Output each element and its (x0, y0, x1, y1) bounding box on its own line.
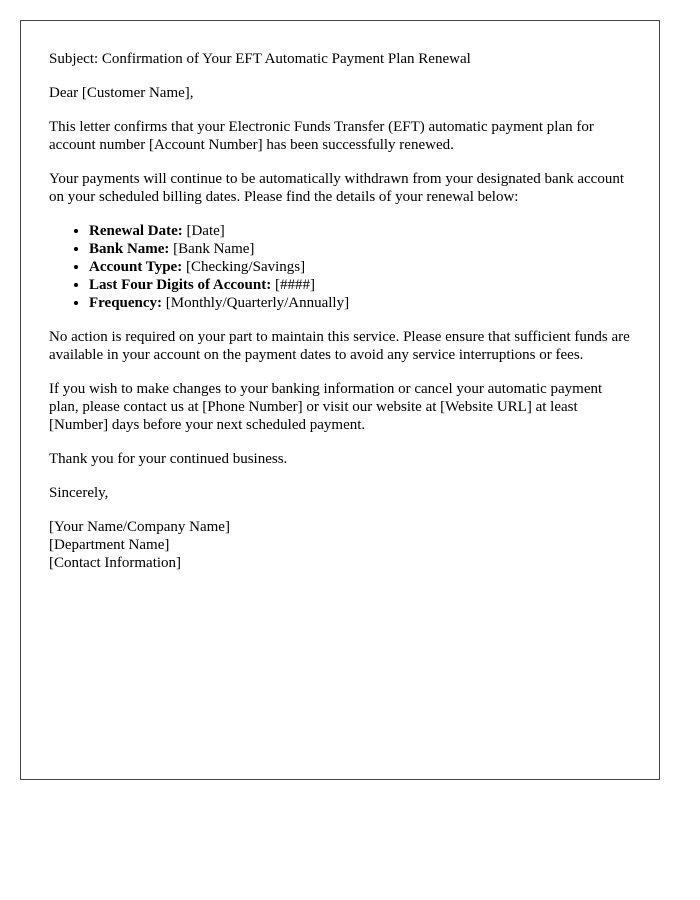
detail-label: Frequency: (89, 295, 163, 311)
letter-paragraph-changes: If you wish to make changes to your banking information or cancel your automatic payment plan, please contact us at [Phone Number] or visit our website at [Website URL] at least [Number] days before your next scheduled payment. (49, 381, 603, 433)
detail-value: [Bank Name] (169, 241, 255, 257)
detail-label: Account Type: (89, 259, 183, 275)
letter-paragraph-no-action: No action is required on your part to maintain this service. Please ensure that sufficient funds are available in your account on the payment dates to avoid any service interruptions or fees. (49, 329, 630, 363)
letter-sign-off: Sincerely, (49, 485, 109, 501)
signature-department: [Department Name] (49, 537, 170, 553)
detail-label: Last Four Digits of Account: (89, 277, 272, 293)
detail-value: [####] (271, 277, 315, 293)
detail-value: [Date] (182, 223, 225, 239)
detail-frequency (89, 294, 631, 312)
detail-label: Bank Name: (89, 241, 170, 257)
signature-contact: [Contact Information] (49, 555, 182, 571)
detail-value: [Checking/Savings] (182, 259, 306, 275)
detail-renewal-date (89, 222, 631, 240)
detail-last-four-digits (89, 276, 631, 294)
detail-bank-name (89, 240, 631, 258)
letter-subject: Subject: Confirmation of Your EFT Automatic Payment Plan Renewal (49, 51, 471, 67)
letter-document (20, 20, 660, 780)
signature-name: [Your Name/Company Name] (49, 519, 230, 535)
detail-account-type (89, 258, 631, 276)
detail-label: Renewal Date: (89, 223, 183, 239)
renewal-details-list (49, 222, 631, 312)
signature-block (49, 518, 631, 572)
letter-salutation: Dear [Customer Name], (49, 85, 194, 101)
letter-paragraph-payments: Your payments will continue to be automatically withdrawn from your designated bank account on your scheduled billing dates. Please find the details of your renewal below: (49, 171, 625, 205)
letter-closing-thanks: Thank you for your continued business. (49, 451, 288, 467)
letter-paragraph-confirmation: This letter confirms that your Electronic Funds Transfer (EFT) automatic payment plan for account number [Account Number] has been successfully renewed. (49, 119, 594, 153)
detail-value: [Monthly/Quarterly/Annually] (162, 295, 350, 311)
